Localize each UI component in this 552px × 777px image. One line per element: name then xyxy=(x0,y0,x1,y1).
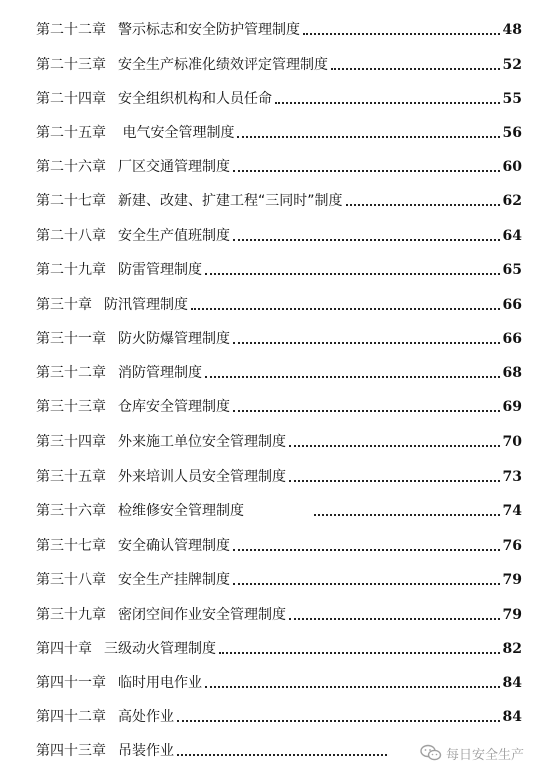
leader-dots xyxy=(177,719,500,722)
toc-entry xyxy=(36,431,522,451)
chapter-number: 第三十三章 xyxy=(36,399,106,415)
leader-dots xyxy=(233,548,500,551)
chapter-number: 第二十四章 xyxy=(36,91,106,107)
chapter-number: 第四十三章 xyxy=(36,743,106,759)
leader-dots xyxy=(303,32,500,35)
leader-dots xyxy=(289,617,500,620)
chapter-number: 第三十一章 xyxy=(36,331,106,347)
leader-dots xyxy=(233,341,500,344)
chapter-title: 外来施工单位安全管理制度 xyxy=(118,434,286,450)
chapter-number: 第三十五章 xyxy=(36,469,106,485)
page-number: 66 xyxy=(502,297,522,313)
toc-entry xyxy=(36,466,522,486)
chapter-title: 密闭空间作业安全管理制度 xyxy=(118,607,286,623)
wechat-watermark xyxy=(420,740,524,766)
chapter-number: 第二十八章 xyxy=(36,228,106,244)
chapter-number: 第二十六章 xyxy=(36,159,106,175)
toc-entry xyxy=(36,535,522,555)
toc-entry xyxy=(36,740,406,760)
chapter-title: 电气安全管理制度 xyxy=(118,125,235,141)
leader-dots xyxy=(205,685,500,688)
leader-dots xyxy=(177,753,387,756)
chapter-title: 防雷管理制度 xyxy=(118,262,202,278)
chapter-title: 仓库安全管理制度 xyxy=(118,399,230,415)
page-number: 73 xyxy=(502,469,522,485)
chapter-number: 第三十七章 xyxy=(36,538,106,554)
page-number: 70 xyxy=(502,434,522,450)
chapter-number: 第三十二章 xyxy=(36,365,106,381)
page-number: 79 xyxy=(502,572,522,588)
chapter-title: 防汛管理制度 xyxy=(104,297,188,313)
page-number: 65 xyxy=(502,262,522,278)
chapter-title: 安全确认管理制度 xyxy=(118,538,230,554)
page-number: 69 xyxy=(502,399,522,415)
toc-entry xyxy=(36,294,522,314)
page-number: 74 xyxy=(502,503,522,519)
toc-entry xyxy=(36,604,522,624)
chapter-title: 安全生产标准化绩效评定管理制度 xyxy=(118,57,328,73)
leader-dots xyxy=(314,513,500,516)
chapter-number: 第四十一章 xyxy=(36,675,106,691)
page-number: 66 xyxy=(502,331,522,347)
leader-dots xyxy=(205,375,500,378)
chapter-number: 第二十九章 xyxy=(36,262,106,278)
leader-dots xyxy=(289,479,500,482)
page-number: 84 xyxy=(502,709,522,725)
page-number: 76 xyxy=(502,538,522,554)
chapter-title: 新建、改建、扩建工程“三同时”制度 xyxy=(118,193,343,209)
toc-entry xyxy=(36,638,522,658)
toc-entry xyxy=(36,225,522,245)
chapter-title: 厂区交通管理制度 xyxy=(118,159,230,175)
leader-dots xyxy=(275,101,500,104)
chapter-number: 第四十二章 xyxy=(36,709,106,725)
chapter-number: 第三十章 xyxy=(36,297,92,313)
chapter-title: 警示标志和安全防护管理制度 xyxy=(118,22,300,38)
toc-entry xyxy=(36,259,522,279)
chapter-title: 吊装作业 xyxy=(118,743,174,759)
page-number: 79 xyxy=(502,607,522,623)
chapter-number: 第三十九章 xyxy=(36,607,106,623)
chapter-number: 第三十八章 xyxy=(36,572,106,588)
toc-entry xyxy=(36,672,522,692)
toc-entry xyxy=(36,156,522,176)
leader-dots xyxy=(233,409,500,412)
page-number: 82 xyxy=(502,641,522,657)
leader-dots xyxy=(233,238,500,241)
toc-entry xyxy=(36,396,522,416)
toc-entry xyxy=(36,190,522,210)
leader-dots xyxy=(219,651,500,654)
leader-dots xyxy=(289,444,500,447)
toc-entry xyxy=(36,706,522,726)
toc-entry xyxy=(36,569,522,589)
page-number: 64 xyxy=(502,228,522,244)
page-number: 48 xyxy=(502,22,522,38)
chapter-number: 第三十六章 xyxy=(36,503,106,519)
chapter-number: 第二十五章 xyxy=(36,125,106,141)
chapter-title: 检维修安全管理制度 xyxy=(118,503,244,519)
chapter-number: 第二十七章 xyxy=(36,193,106,209)
leader-dots xyxy=(237,135,499,138)
chapter-number: 第三十四章 xyxy=(36,434,106,450)
chapter-number: 第二十三章 xyxy=(36,57,106,73)
page-number: 68 xyxy=(502,365,522,381)
toc-entry xyxy=(36,54,522,74)
page-number: 55 xyxy=(502,91,522,107)
page-number: 62 xyxy=(502,193,522,209)
wechat-icon xyxy=(420,744,442,762)
leader-dots xyxy=(346,203,500,206)
chapter-title: 外来培训人员安全管理制度 xyxy=(118,469,286,485)
chapter-title: 安全组织机构和人员任命 xyxy=(118,91,272,107)
toc-entry xyxy=(36,122,522,142)
chapter-title: 三级动火管理制度 xyxy=(104,641,216,657)
chapter-title: 安全生产挂牌制度 xyxy=(118,572,230,588)
toc-entry xyxy=(36,500,522,520)
chapter-title: 安全生产值班制度 xyxy=(118,228,230,244)
chapter-number: 第四十章 xyxy=(36,641,92,657)
toc-entry xyxy=(36,19,522,39)
chapter-number: 第二十二章 xyxy=(36,22,106,38)
leader-dots xyxy=(205,272,500,275)
chapter-title: 临时用电作业 xyxy=(118,675,202,691)
leader-dots xyxy=(233,169,500,172)
leader-dots xyxy=(233,582,500,585)
toc-entry xyxy=(36,362,522,382)
toc-entry xyxy=(36,328,522,348)
toc-entry xyxy=(36,88,522,108)
chapter-title: 防火防爆管理制度 xyxy=(118,331,230,347)
leader-dots xyxy=(331,67,500,70)
watermark-text: 每日安全生产 xyxy=(446,747,525,763)
page-number: 52 xyxy=(502,57,522,73)
page-number: 56 xyxy=(502,125,522,141)
chapter-title: 高处作业 xyxy=(118,709,174,725)
page-number: 60 xyxy=(502,159,522,175)
leader-dots xyxy=(191,307,500,310)
page-number: 84 xyxy=(502,675,522,691)
chapter-title: 消防管理制度 xyxy=(118,365,202,381)
